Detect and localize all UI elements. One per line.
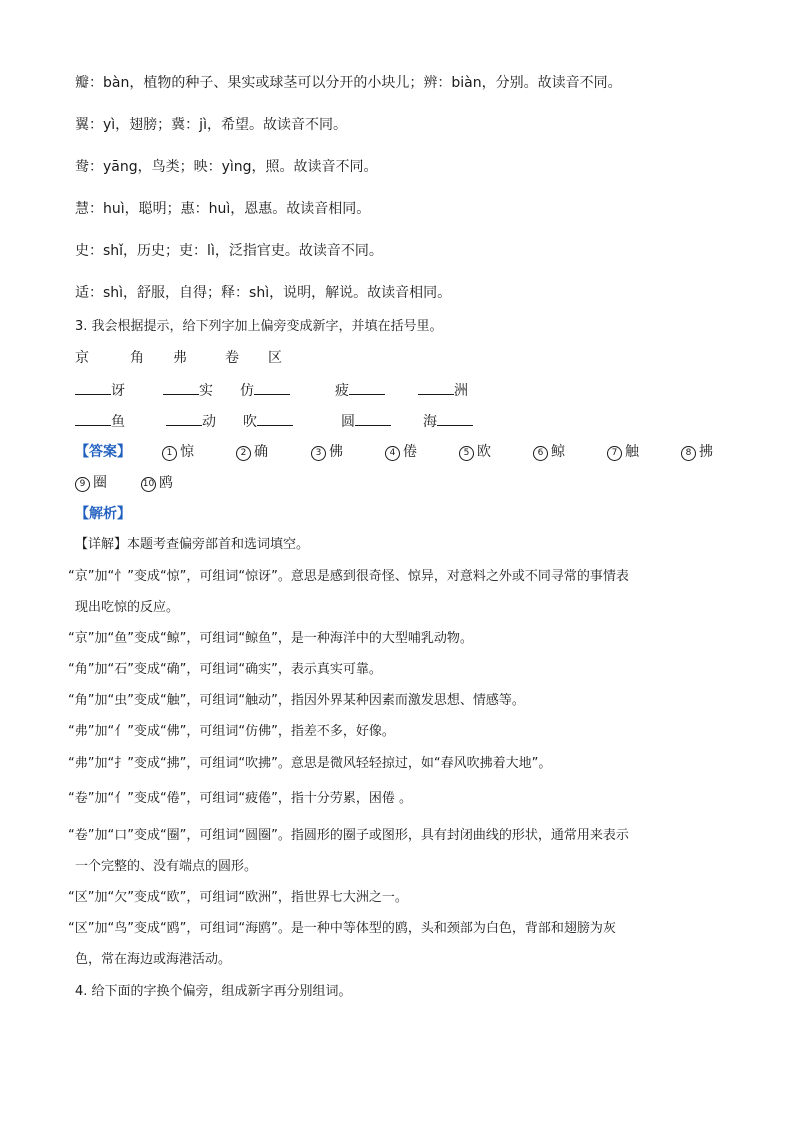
explanation-line: “弗”加“亻”变成“佛”，可组词“仿佛”，指差不多，好像。 [68, 724, 395, 739]
pinyin-line: 慧：huì，聪明；惠：huì，恩惠。故读音相同。 [75, 201, 371, 217]
blank-line[interactable] [166, 411, 202, 426]
pinyin-line: 史：shǐ，历史；吏：lì，泛指官吏。故读音不同。 [75, 243, 383, 259]
fill-blank-item: 讶 [75, 380, 125, 401]
answer-item: 6 鲸 [533, 442, 565, 462]
answer-item: 9 圈 [75, 473, 107, 493]
fill-blank-item: 鱼 [75, 411, 125, 432]
explanation-line: “区”加“鸟”变成“鸥”，可组词“海鸥”。是一种中等体型的鸥，头和颈部为白色，背部和翅膀为灰 [68, 921, 616, 936]
circled-number: 5 [459, 446, 474, 461]
answer-item: 1 惊 [162, 442, 194, 462]
pinyin-line: 适：shì，舒服，自得；释：shì，说明，解说。故读音相同。 [75, 285, 452, 301]
circled-number: 3 [311, 446, 326, 461]
question-4-prompt: 4. 给下面的字换个偏旁，组成新字再分别组词。 [75, 984, 352, 999]
fill-blank-item: 圆 [341, 411, 391, 432]
blank-line[interactable] [355, 411, 391, 426]
explanation-line: “角”加“虫”变成“触”，可组词“触动”，指因外界某种因素而激发思想、情感等。 [68, 693, 525, 708]
fill-blank-item: 仿 [240, 380, 290, 401]
analysis-tag: 【解析】 [75, 506, 131, 522]
answer-item: 3 佛 [311, 442, 343, 462]
question-3-prompt: 3. 我会根据提示，给下列字加上偏旁变成新字，并填在括号里。 [75, 319, 443, 334]
circled-number: 4 [385, 446, 400, 461]
explanation-line: “角”加“石”变成“确”，可组词“确实”，表示真实可靠。 [68, 662, 382, 677]
explanation-line: “卷”加“口”变成“圈”，可组词“圆圈”。指圆形的圈子或图形，具有封闭曲线的形状，通常用来表示 [68, 828, 629, 843]
answer-item: 5 欧 [459, 442, 491, 462]
fill-blank-item: 疲 [335, 380, 385, 401]
circled-number: 10 [141, 477, 156, 492]
pinyin-line: 瓣：bàn，植物的种子、果实或球茎可以分开的小块儿；辨：biàn，分别。故读音不同。 [75, 75, 622, 91]
explanation-line: “弗”加“扌”变成“拂”，可组词“吹拂”。意思是微风轻轻掠过，如“春风吹拂着大地”。 [68, 756, 552, 771]
fill-blank-item: 洲 [418, 380, 468, 401]
blank-line[interactable] [75, 380, 111, 395]
base-char: 京 [75, 350, 89, 366]
answer-item: 10 鸥 [142, 475, 173, 491]
pinyin-line: 鸯：yāng，鸟类；映：yìng，照。故读音不同。 [75, 159, 378, 175]
blank-line[interactable] [437, 411, 473, 426]
circled-number: 9 [75, 477, 90, 492]
blank-line[interactable] [75, 411, 111, 426]
circled-number: 2 [236, 446, 251, 461]
explanation-line: 色，常在海边或海港活动。 [75, 952, 232, 967]
explanation-line: 一个完整的、没有端点的圆形。 [75, 859, 258, 874]
base-char: 区 [268, 350, 282, 366]
fill-blank-item: 实 [163, 380, 213, 401]
answer-item: 8 拂 [681, 442, 713, 462]
explanation-line: “卷”加“亻”变成“倦”，可组词“疲倦”，指十分劳累，困倦 。 [68, 791, 413, 806]
fill-blank-item: 海 [423, 411, 473, 432]
blank-line[interactable] [349, 380, 385, 395]
explanation-line: “区”加“欠”变成“欧”，可组词“欧洲”，指世界七大洲之一。 [68, 890, 408, 905]
answer-item: 4 倦 [385, 442, 417, 462]
pinyin-line: 翼：yì，翅膀；冀：jì，希望。故读音不同。 [75, 117, 347, 133]
blank-line[interactable] [163, 380, 199, 395]
answer-item: 7 触 [607, 442, 639, 462]
fill-blank-item: 动 [166, 411, 216, 432]
detail-heading: 【详解】本题考查偏旁部首和选词填空。 [75, 537, 310, 552]
answer-tag: 【答案】 [75, 444, 131, 460]
blank-line[interactable] [254, 380, 290, 395]
explanation-line: “京”加“鱼”变成“鲸”，可组词“鲸鱼”，是一种海洋中的大型哺乳动物。 [68, 631, 473, 646]
circled-number: 8 [681, 446, 696, 461]
base-char: 角 [130, 350, 144, 366]
fill-blank-item: 吹 [243, 411, 293, 432]
circled-number: 1 [162, 446, 177, 461]
base-char: 弗 [173, 350, 187, 366]
explanation-line: “京”加“忄”变成“惊”，可组词“惊讶”。意思是感到很奇怪、惊异，对意料之外或不同寻常的事情表 [68, 569, 629, 584]
base-char: 卷 [225, 350, 239, 366]
circled-number: 6 [533, 446, 548, 461]
blank-line[interactable] [418, 380, 454, 395]
blank-line[interactable] [257, 411, 293, 426]
answer-item: 2 确 [236, 442, 268, 462]
circled-number: 7 [607, 446, 622, 461]
explanation-line: 现出吃惊的反应。 [75, 600, 180, 615]
